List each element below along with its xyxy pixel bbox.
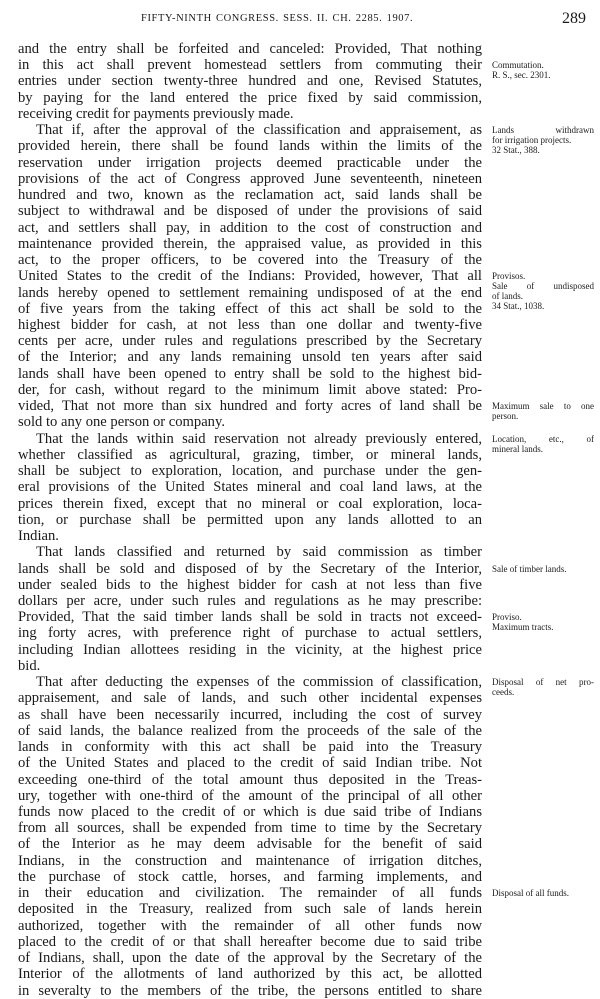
text-line: sold to any one person or company. [18,414,225,431]
text-line: prices therein fixed, except that no mineral or coal exploration, loca- [18,495,482,512]
margin-note [492,125,594,155]
text-line: from all sources, shall be expended from time to time by the Secretary [18,820,482,837]
margin-note [492,60,594,80]
margin-note-line: Proviso. [492,612,522,623]
text-line: That lands classified and returned by said commission as timber [36,544,482,561]
text-line: subject to withdrawal and be disposed of under the provisions of said [18,203,482,220]
text-line: act, and settlers shall pay, in addition to the cost of construction and [18,219,482,236]
text-line: of Indians, shall, upon the date of the approval by the Secretary of the [18,950,482,967]
text-line: of the Interior as he may deem advisable for the benefit of said [18,836,482,853]
text-line: including Indian allottees residing in the vicinity, at the highest price [18,641,482,658]
text-line: shall be subject to exploration, location, and purchase under the gen- [18,463,482,480]
margin-note-line: Maximum tracts. [492,622,554,633]
text-line: That if, after the approval of the classification and appraisement, as [36,122,482,139]
text-line: whether classified as agricultural, grazing, timber, or mineral lands, [18,446,482,463]
margin-note-line: ceeds. [492,687,515,698]
text-line: lands in conformity with this act shall be paid into the Treasury [18,739,482,756]
text-line: under sealed bids to the highest bidder for cash at not less than five [18,576,482,593]
text-line: vided, That not more than six hundred and forty acres of land shall be [18,398,482,415]
running-head-title: FIFTY-NINTH CONGRESS. SESS. II. CH. 2285. 1907. [141,13,414,24]
text-line: receiving credit for payments previously made. [18,105,294,122]
margin-note-line: for irrigation projects. [492,135,572,146]
text-line: placed to the credit of or that shall hereafter become due to said tribe [18,933,482,950]
text-line: That after deducting the expenses of the commission of classification, [36,674,482,691]
margin-note-line: mineral lands. [492,443,543,454]
text-line: authorized, together with the remainder of all other funds now [18,917,482,934]
margin-note-line: Disposal of all funds. [492,888,569,899]
text-line: Interior of the allotments of land authorized by this act, be allotted [18,966,482,983]
text-line: Provided, That the said timber lands shall be sold in tracts not exceed- [18,609,482,626]
text-line: of five years from the taking effect of this act shall be sold to the [18,300,482,317]
margin-note [492,677,594,697]
running-head [0,10,600,30]
text-line: in their education and civilization. The remainder of all funds [18,885,482,902]
text-line: lands hereby opened to settlement remaining undisposed of at the end [18,284,482,301]
text-line: in severalty to the members of the tribe, the persons entitled to share [18,982,482,999]
page-number: 289 [562,10,586,27]
text-line: ing forty acres, with preference right of purchase to actual settlers, [18,625,482,642]
margin-note-line: Provisos. [492,271,526,282]
text-line: as shall have been necessarily incurred, including the cost of survey [18,706,482,723]
text-line: maintenance provided therein, the appraised value, as provided in this [18,235,482,252]
margin-note [492,888,594,898]
text-line: the purchase of stock cattle, horses, and farming implements, and [18,868,482,885]
text-line: of the Interior; and any lands remaining unsold ten years after said [18,349,482,366]
margin-note-line: Sale of undisposed [492,281,594,292]
margin-note-line: Lands withdrawn [492,125,594,136]
text-line: United States to the credit of the Indians: Provided, however, That all [18,268,482,285]
text-line: cents per acre, under rules and regulations prescribed by the Secretary [18,333,482,350]
margin-note [492,564,594,574]
margin-note-line: R. S., sec. 2301. [492,70,551,81]
margin-note [492,271,594,311]
margin-note [492,401,594,421]
text-line: act, to the proper officers, to be covered into the Treasury of the [18,252,482,269]
text-line: and the entry shall be forfeited and canceled: Provided, That nothing [18,41,482,57]
text-line: der, for cash, without regard to the minimum limit above stated: Pro- [18,381,482,398]
text-line: reservation under irrigation projects deemed practicable under the [18,154,482,171]
text-line: provisions of the act of Congress approved June seventeenth, nineteen [18,170,482,187]
text-line: lands shall have been opened to entry shall be sold to the highest bid- [18,365,482,382]
margin-note-line: Commutation. [492,60,544,71]
margin-note-line: 34 Stat., 1038. [492,301,545,312]
text-line: Indian. [18,528,59,545]
text-line: highest bidder for cash, at not less than one dollar and twenty-five [18,316,482,333]
text-line: ury, together with one-third of the amount of the principal of all other [18,787,482,804]
text-line: provided herein, there shall be found lands within the limits of the [18,138,482,155]
margin-note-line: 32 Stat., 388. [492,145,540,156]
text-line: funds now placed to the credit of or which is due said tribe of Indians [18,804,482,821]
margin-note [492,434,594,454]
text-line: bid. [18,657,41,674]
text-line: appraisement, and sale of lands, and such other incidental expenses [18,690,482,707]
margin-note [492,612,594,632]
margin-note-line: Sale of timber lands. [492,563,567,574]
text-line: deposited in the Treasury, realized from such sale of lands herein [18,901,482,918]
text-line: exceeding one-third of the total amount thus deposited in the Treas- [18,771,482,788]
text-line: lands shall be sold and disposed of by the Secretary of the Interior, [18,560,482,577]
statute-text [18,41,482,999]
text-line: of the United States and placed to the credit of said Indian tribe. Not [18,755,482,772]
margin-note-line: Location, etc., of [492,433,594,444]
text-line: hundred and two, known as the reclamation act, said lands shall be [18,187,482,204]
text-line: tion, or purchase shall be permitted upon any lands allotted to an [18,511,482,528]
text-line: Indians, in the construction and maintenance of irrigation ditches, [18,852,482,869]
text-line: entries under section twenty-three hundred and one, Revised Statutes, [18,73,482,90]
margin-note-line: Maximum sale to one [492,401,594,412]
text-line: That the lands within said reservation not already previously entered, [36,430,482,447]
text-line: in this act shall prevent homestead settlers from commuting their [18,57,482,74]
margin-note-line: of lands. [492,291,523,302]
margin-note-line: person. [492,411,519,422]
text-line: eral provisions of the United States mineral and coal land laws, at the [18,479,482,496]
text-line: dollars per acre, under such rules and regulations as he may prescribe: [18,592,482,609]
margin-note-line: Disposal of net pro- [492,677,594,688]
text-line: of said lands, the balance realized from the proceeds of the sale of the [18,722,482,739]
text-line: by paying for the land entered the price fixed by said commission, [18,89,482,106]
